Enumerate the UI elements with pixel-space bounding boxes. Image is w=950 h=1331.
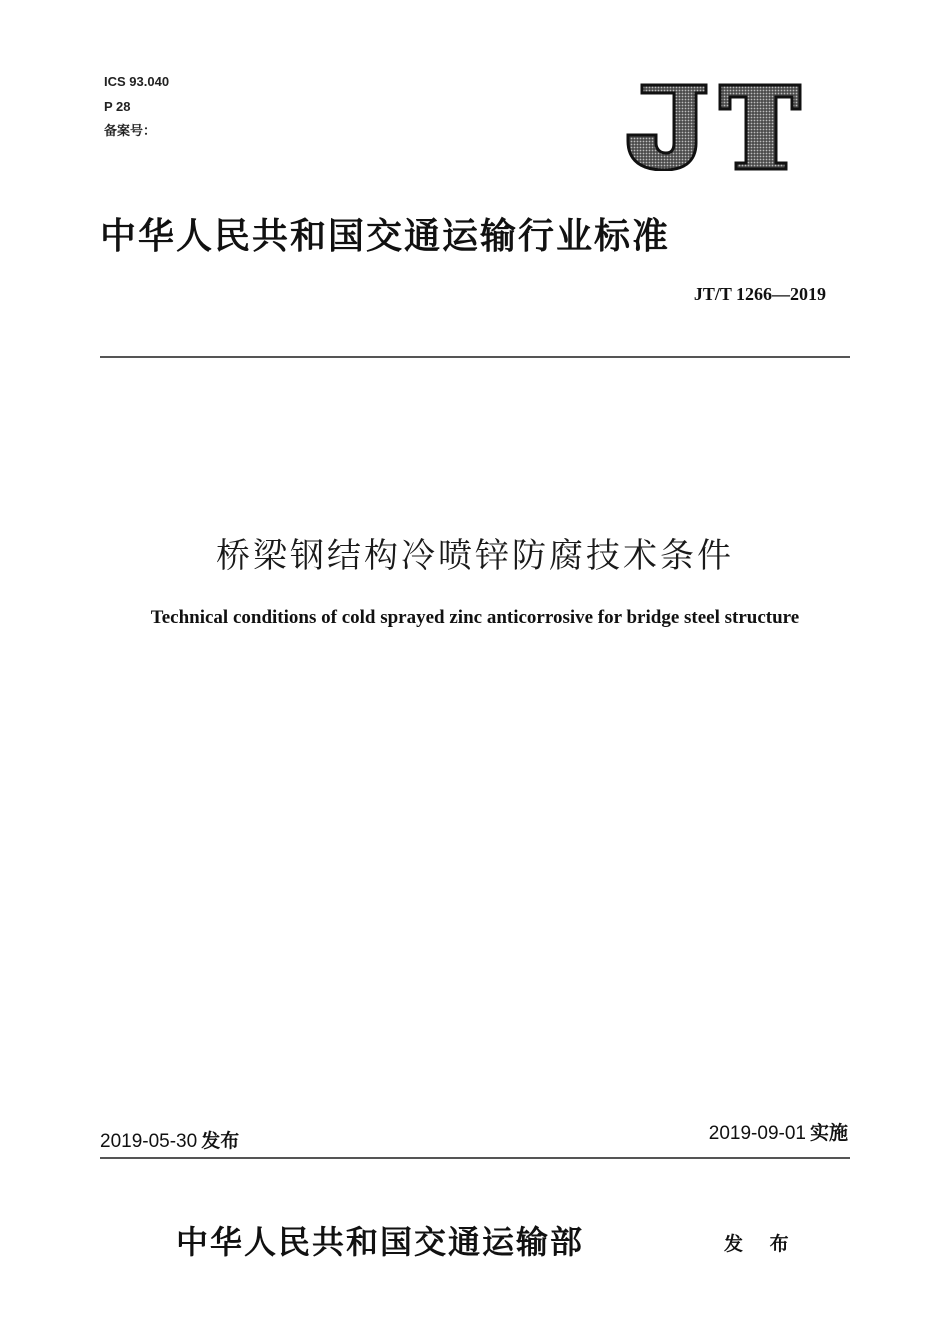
issuer-title: 中华人民共和国交通运输行业标准 — [100, 215, 671, 257]
implementation-date-value: 2019-09-01 — [708, 1123, 806, 1144]
issue-date-value: 2019-05-30 — [100, 1131, 198, 1152]
jt-logo — [624, 83, 802, 171]
implementation-date — [709, 1118, 848, 1145]
top-divider — [100, 356, 850, 358]
classification-code: P 28 — [104, 99, 131, 114]
publish-label: 发 布 — [724, 1233, 799, 1255]
bottom-divider — [100, 1157, 850, 1159]
issuing-authority: 中华人民共和国交通运输部 — [176, 1223, 585, 1261]
implementation-date-label: 实施 — [809, 1122, 848, 1144]
svg-text:JT: JT — [624, 83, 625, 84]
document-title-cn: 桥梁钢结构冷喷锌防腐技术条件 — [216, 536, 734, 576]
document-title-en: Technical conditions of cold sprayed zinc anticorrosive for bridge steel structure — [150, 607, 800, 628]
issue-date — [100, 1126, 239, 1153]
record-number-label: 备案号： — [104, 123, 157, 138]
issue-date-label: 发布 — [201, 1130, 240, 1152]
ics-code: ICS 93.040 — [104, 74, 170, 89]
standard-number: JT/T 1266—2019 — [693, 284, 826, 304]
